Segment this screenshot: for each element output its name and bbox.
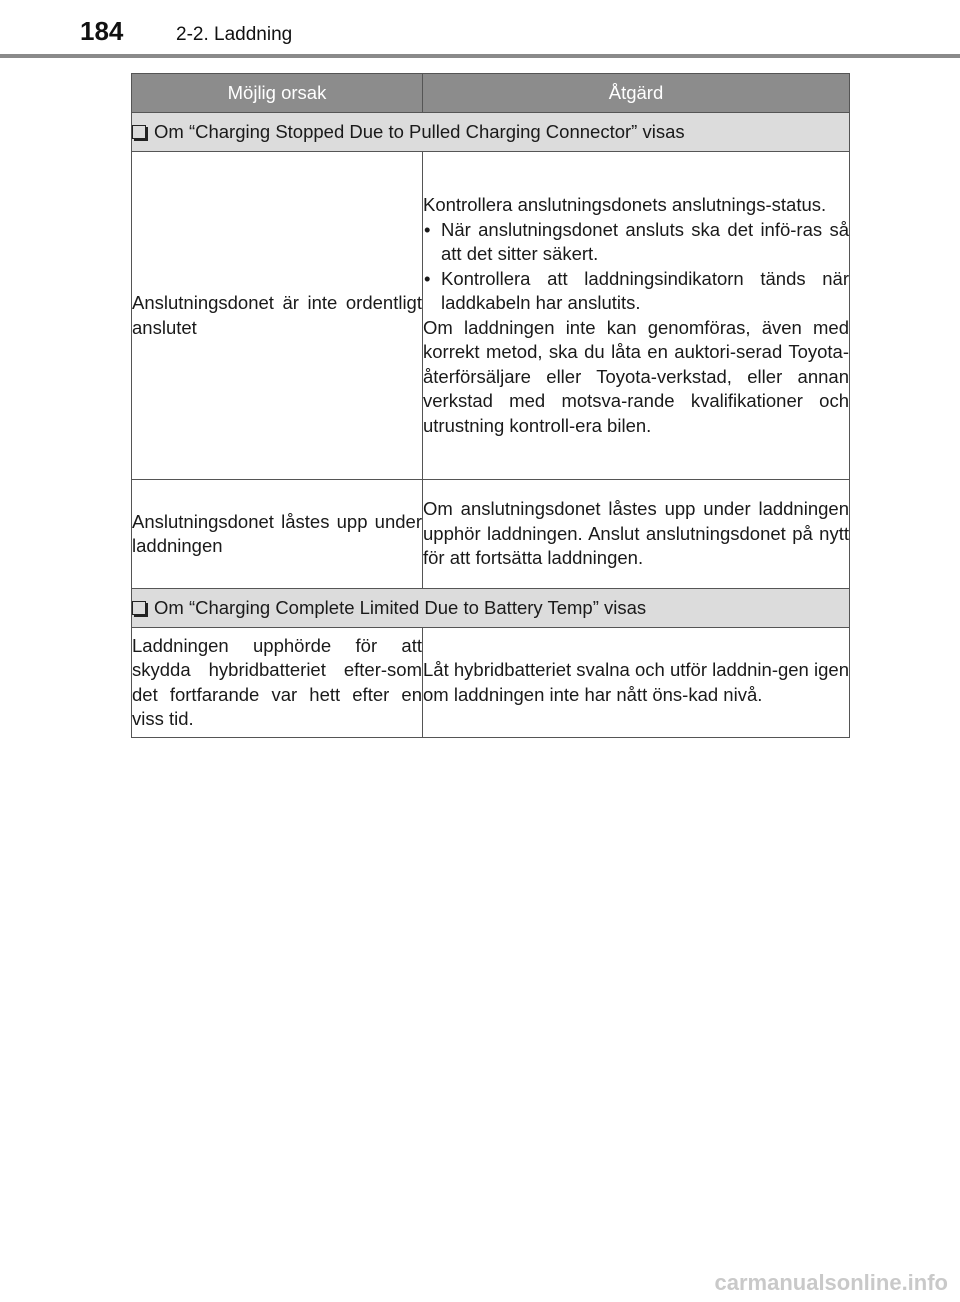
column-header-cause: Möjlig orsak <box>132 74 423 113</box>
action-cell <box>423 628 850 738</box>
page-header <box>0 0 960 58</box>
cause-cell: Anslutningsdonet är inte ordentligt anslutet <box>132 152 423 480</box>
action-bullet: • Kontrollera att laddningsindikatorn tänds när laddkabeln har anslutits. <box>423 267 849 316</box>
section-title: 2-2. Laddning <box>176 24 293 45</box>
action-intro: Kontrollera anslutningsdonets anslutnings-status. <box>423 194 827 215</box>
section-heading-text: Om “Charging Complete Limited Due to Battery Temp” visas <box>154 596 647 618</box>
watermark: carmanualsonline.info <box>714 1270 948 1295</box>
action-cell <box>423 480 850 589</box>
cause-cell: Laddningen upphörde för att skydda hybridbatteriet efter-som det fortfarande var hett efter en viss tid. <box>132 628 423 738</box>
column-header-action: Åtgärd <box>423 74 850 113</box>
section-heading <box>132 589 850 628</box>
checkbox-icon <box>132 125 146 139</box>
action-outro: Om laddningen inte kan genomföras, även med korrekt metod, ska du låta en auktori-serad Toyota-återförsäljare eller Toyota-verkstad, eller annan verkstad med motsva-rande kvalifikationer och utrustning kontroll-era bilen. <box>423 316 849 436</box>
action-bullet-list <box>423 218 849 316</box>
action-intro: Låt hybridbatteriet svalna och utför laddnin-gen igen om laddningen inte har nått öns-kad nivå. <box>423 659 849 705</box>
section-heading <box>132 113 850 152</box>
table-row <box>132 152 850 480</box>
page-number: 184 <box>80 16 124 46</box>
table-row <box>132 480 850 589</box>
checkbox-icon <box>132 601 146 615</box>
section-row <box>132 589 850 628</box>
section-heading-text: Om “Charging Stopped Due to Pulled Charging Connector” visas <box>154 120 685 142</box>
section-row <box>132 113 850 152</box>
header-divider <box>0 54 960 58</box>
troubleshooting-table <box>131 73 850 738</box>
table-header-row <box>132 74 850 113</box>
cause-cell: Anslutningsdonet låstes upp under laddningen <box>132 480 423 589</box>
action-intro: Om anslutningsdonet låstes upp under laddningen upphör laddningen. Anslut anslutningsdonet på nytt för att fortsätta laddningen. <box>423 498 849 569</box>
action-cell <box>423 152 850 480</box>
action-bullet: • När anslutningsdonet ansluts ska det infö-ras så att det sitter säkert. <box>423 218 849 267</box>
table-row <box>132 628 850 738</box>
